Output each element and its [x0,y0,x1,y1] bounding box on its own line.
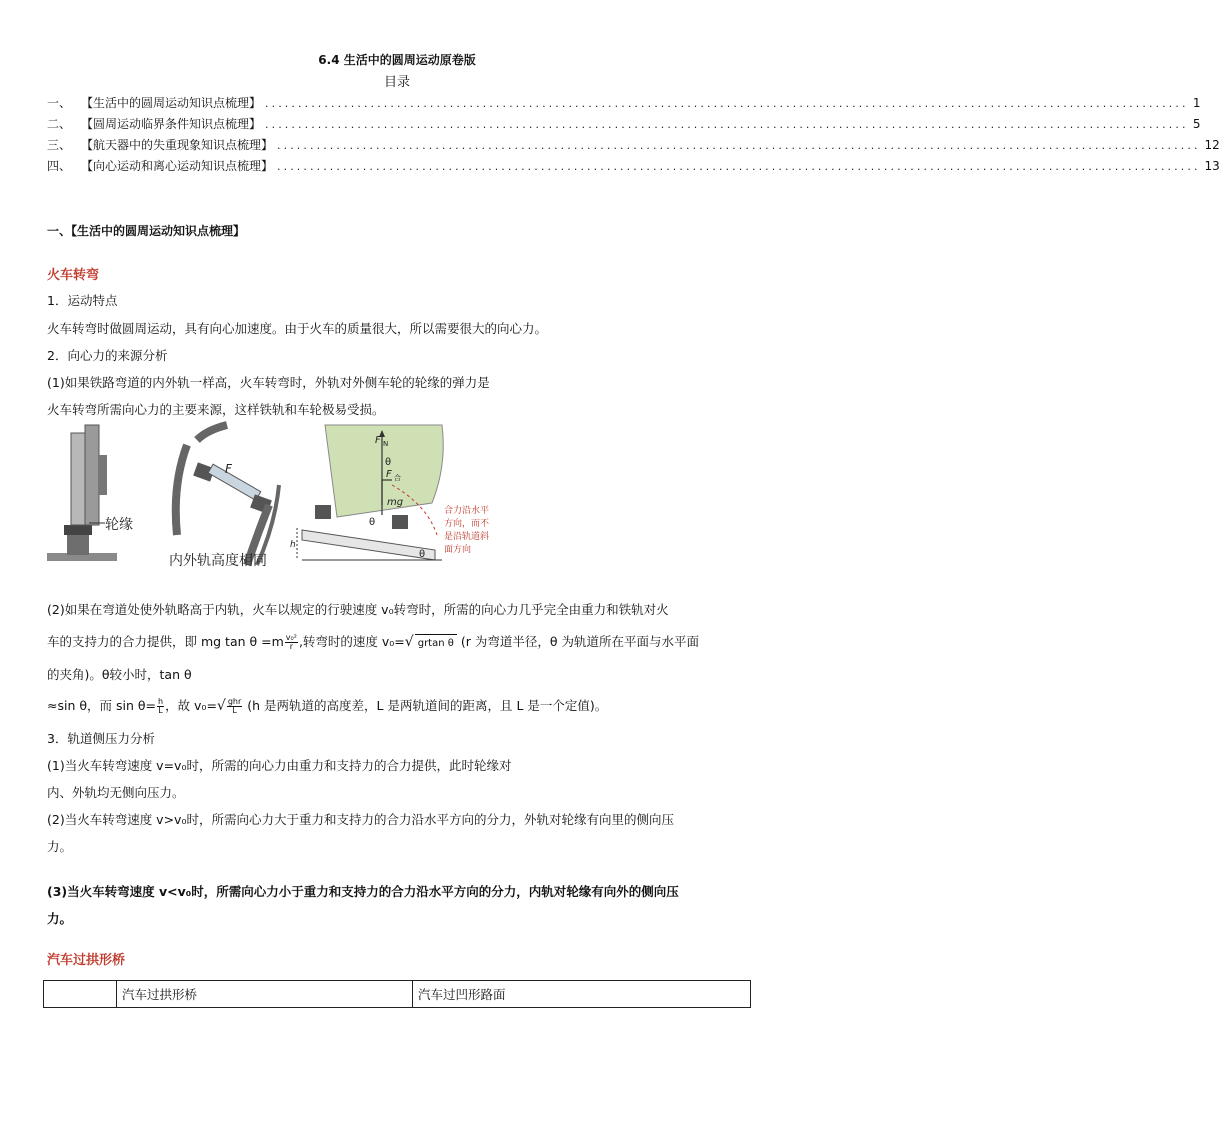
paragraph: (1)如果铁路弯道的内外轨一样高，火车转弯时，外轨对外侧车轮的轮缘的弹力是 [47,375,490,390]
toc-page: 5 [1192,117,1201,131]
toc-entry[interactable] [47,136,1220,152]
toc-leader: ............................................................................................................................................ [277,139,1201,152]
sqrt-icon: √ [216,698,226,714]
toc-number: 四、 [47,159,72,173]
formula-text: ,转弯时的速度 v₀= [298,634,405,649]
paragraph: 火车转弯所需向心力的主要来源，这样铁轨和车轮极易受损。 [47,402,385,417]
paragraph-bold: (3)当火车转弯速度 v<v₀时，所需向心力小于重力和支持力的合力沿水平方向的分力，内轨对轮缘有向外的侧向压 [47,884,679,899]
toc-text: 【圆周运动临界条件知识点梳理】 [81,117,262,131]
paragraph: 火车转弯时做圆周运动，具有向心加速度。由于火车的质量很大，所以需要很大的向心力。 [47,321,548,336]
label-h: h [290,540,296,550]
fraction-den: L [232,706,237,715]
toc-page: 13 [1204,159,1220,173]
paragraph: 2．向心力的来源分析 [47,348,168,363]
fraction-den: L [158,706,163,715]
paragraph: 1．运动特点 [47,293,118,308]
fraction [227,698,242,715]
toc-text: 【航天器中的失重现象知识点梳理】 [81,138,274,152]
paragraph: (2)如果在弯道处使外轨略高于内轨，火车以规定的行驶速度 v₀转弯时，所需的向心力几乎完全由重力和铁轨对火 [47,602,669,617]
paragraph: 的夹角)。θ较小时，tan θ [47,667,192,682]
train-curve-figure [47,425,517,570]
note-line: 面方向 [444,545,472,555]
paragraph: 力。 [47,839,73,854]
fraction [285,634,298,651]
toc-entry[interactable] [47,115,1201,131]
toc-text: 【向心运动和离心运动知识点梳理】 [81,159,274,173]
paragraph-bold: 力。 [47,911,73,926]
label-theta-bottom: θ [419,549,426,560]
toc-leader: ............................................................................................................................................ [265,97,1189,110]
sqrt-content: grtan θ [415,634,457,653]
toc-entry[interactable] [47,94,1201,110]
label-FN-sub: N [383,440,389,448]
formula-text: 车的支持力的合力提供，即 mg tan θ =m [47,634,284,649]
force-diagram [47,425,517,570]
fraction-num: v₀² [285,633,297,642]
paragraph-formula [47,697,752,715]
label-same-height: 内外轨高度相同 [169,553,267,569]
toc-text: 【生活中的圆周运动知识点梳理】 [81,96,262,110]
toc-number: 二、 [47,117,72,131]
label-Fhe-sub: 合 [394,474,401,482]
section-heading: 一、【生活中的圆周运动知识点梳理】 [47,224,246,238]
formula-text: ，故 v₀= [165,698,217,713]
toc-entry[interactable] [47,157,1220,173]
toc-leader: ............................................................................................................................................ [265,118,1189,131]
table-cell: 汽车过拱形桥 [117,981,413,1008]
subsection-heading-bridge: 汽车过拱形桥 [47,953,126,968]
fraction-num: h [157,697,164,706]
subsection-heading-train: 火车转弯 [47,268,100,283]
label-force-F: F [225,462,232,476]
table-row [44,981,751,1008]
fraction-num: ghr [227,697,242,706]
label-theta-top: θ [385,457,392,468]
label-theta-mid: θ [369,517,376,528]
paragraph: (1)当火车转弯速度 v=v₀时，所需的向心力由重力和支持力的合力提供，此时轮缘对 [47,758,512,773]
wheel-rail-sketch [47,425,117,561]
banked-track-sketch [297,425,443,560]
rail-pair-sketch [176,425,279,565]
label-Fhe: F [386,469,392,480]
label-FN: F [375,435,381,446]
toc-number: 三、 [47,138,72,152]
note-line: 合力沿水平 [444,506,490,516]
toc-page: 12 [1204,138,1220,152]
toc-leader: ............................................................................................................................................ [277,160,1201,173]
note-line: 方向，而不 [444,519,490,529]
paragraph: 内、外轨均无侧向压力。 [47,785,185,800]
toc-number: 一、 [47,96,72,110]
toc-page: 1 [1192,96,1201,110]
paragraph: (2)当火车转弯速度 v>v₀时，所需向心力大于重力和支持力的合力沿水平方向的分力，外轨对轮缘有向里的侧向压 [47,812,674,827]
label-flange: 轮缘 [105,517,133,533]
formula-text: (r 为弯道半径，θ 为轨道所在平面与水平面 [456,634,699,649]
table-cell [44,981,117,1008]
fraction [157,698,164,715]
label-mg: mg [387,497,404,508]
formula-text: (h 是两轨道的高度差，L 是两轨道间的距离，且 L 是一个定值)。 [243,698,608,713]
table-cell: 汽车过凹形路面 [413,981,751,1008]
note-line: 是沿轨道斜 [444,532,490,542]
toc-heading: 目录 [383,75,410,90]
document-title: 6.4 生活中的圆周运动原卷版 [318,53,476,67]
fraction-den: r [289,642,294,651]
paragraph: 3．轨道侧压力分析 [47,731,155,746]
paragraph-formula [47,633,752,653]
formula-text: ≈sin θ，而 sin θ= [47,698,156,713]
comparison-table [43,980,751,1008]
sqrt-icon: √ [404,634,414,650]
